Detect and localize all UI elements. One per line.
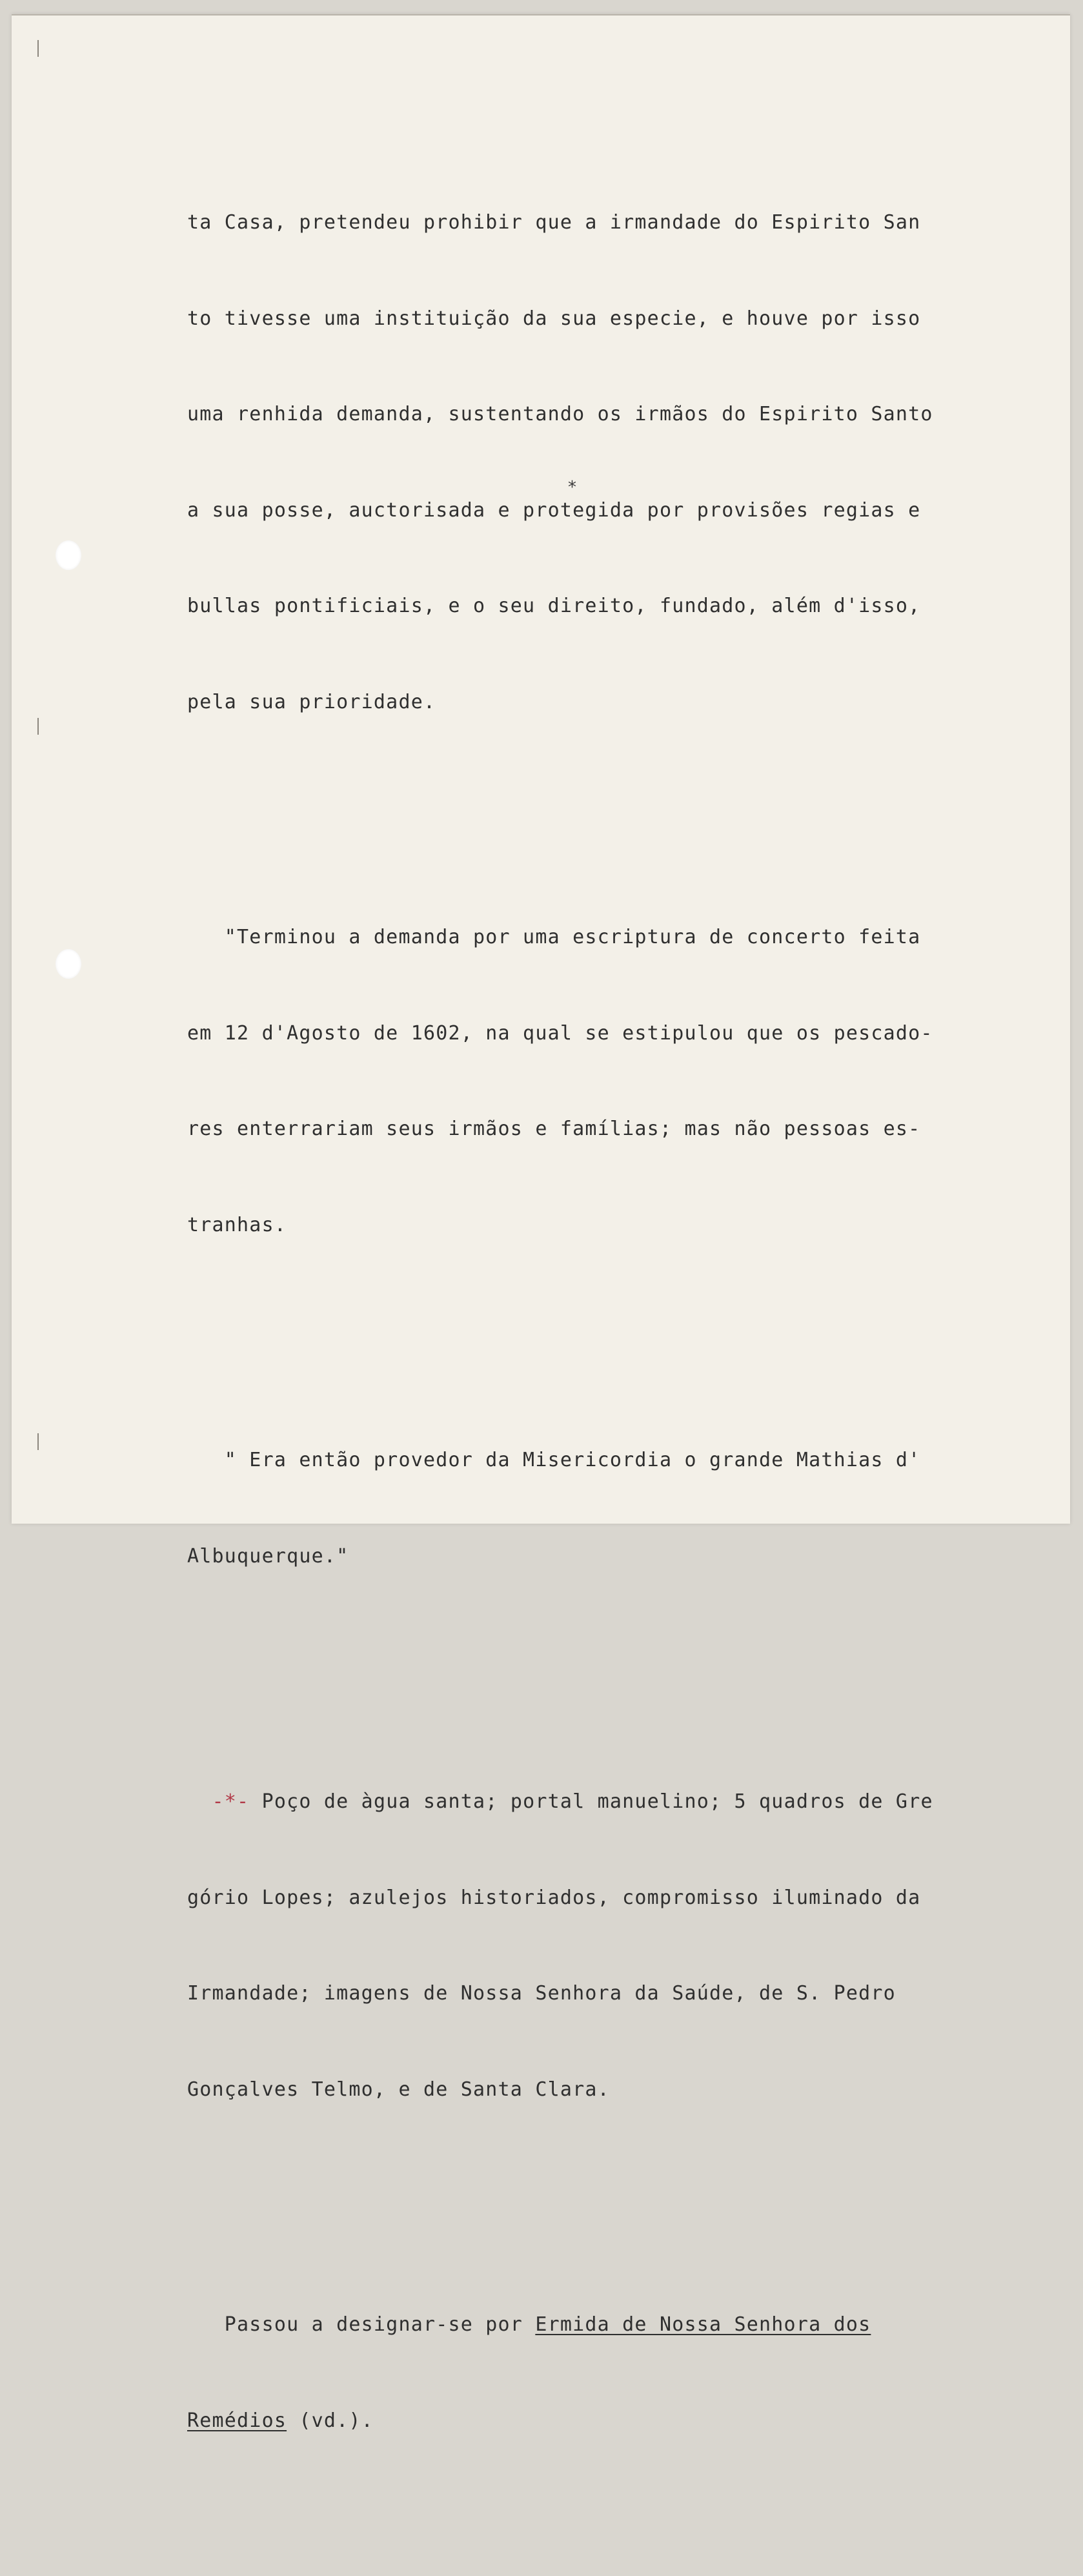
margin-mark bbox=[37, 1433, 39, 1450]
text-line: res enterrariam seus irmãos e famílias; mas não pessoas es- bbox=[187, 1118, 921, 1140]
paragraph-4 bbox=[187, 1722, 1026, 2169]
margin-mark bbox=[37, 40, 39, 57]
text-line: "Terminou a demanda por uma escriptura de concerto feita bbox=[187, 926, 921, 948]
punch-hole-bottom bbox=[56, 949, 81, 979]
text-line: Gonçalves Telmo, e de Santa Clara. bbox=[187, 2078, 610, 2101]
asterisk-mark: * bbox=[568, 478, 576, 497]
text-line: tranhas. bbox=[187, 1213, 287, 1236]
text-line: em 12 d'Agosto de 1602, na qual se estipulou que os pescado- bbox=[187, 1021, 933, 1045]
text-line: Remédios (vd.). bbox=[187, 2409, 374, 2432]
text-line: Albuquerque." bbox=[187, 1544, 349, 1568]
typed-text-block bbox=[187, 79, 1026, 2576]
paragraph-2 bbox=[187, 857, 1026, 1305]
text-line: a sua posse, auctorisada e protegida por provisões regias e bbox=[187, 498, 921, 522]
text-line: gório Lopes; azulejos historiados, compromisso iluminado da bbox=[187, 1886, 921, 1909]
paragraph-1 bbox=[187, 143, 1026, 782]
paragraph-3 bbox=[187, 1380, 1026, 1636]
punch-hole-top bbox=[56, 540, 81, 570]
cross-reference: Remédios bbox=[187, 2409, 287, 2432]
text-line: " Era então provedor da Misericordia o grande Mathias d' bbox=[187, 1449, 921, 1471]
text-line: to tivesse uma instituição da sua especie, e houve por isso bbox=[187, 307, 921, 330]
text-line: Passou a designar-se por Ermida de Nossa Senhora dos bbox=[187, 2313, 871, 2336]
margin-mark bbox=[37, 718, 39, 735]
paragraph-5 bbox=[187, 2245, 1026, 2500]
text-line: -*- Poço de àgua santa; portal manuelino; 5 quadros de Gre bbox=[212, 1790, 933, 1813]
text-line: bullas pontificiais, e o seu direito, fundado, além d'isso, bbox=[187, 595, 921, 617]
cross-reference: Ermida de Nossa Senhora dos bbox=[535, 2313, 871, 2336]
text-line: Irmandade; imagens de Nossa Senhora da Saúde, de S. Pedro bbox=[187, 1982, 896, 2005]
red-annotation-mark: -*- bbox=[212, 1790, 250, 1813]
text-line: uma renhida demanda, sustentando os irmãos do Espirito Santo bbox=[187, 403, 933, 425]
text-line: pela sua prioridade. bbox=[187, 690, 436, 713]
text-line: ta Casa, pretendeu prohibir que a irmandade do Espirito San bbox=[187, 211, 921, 234]
document-page bbox=[12, 14, 1070, 2432]
